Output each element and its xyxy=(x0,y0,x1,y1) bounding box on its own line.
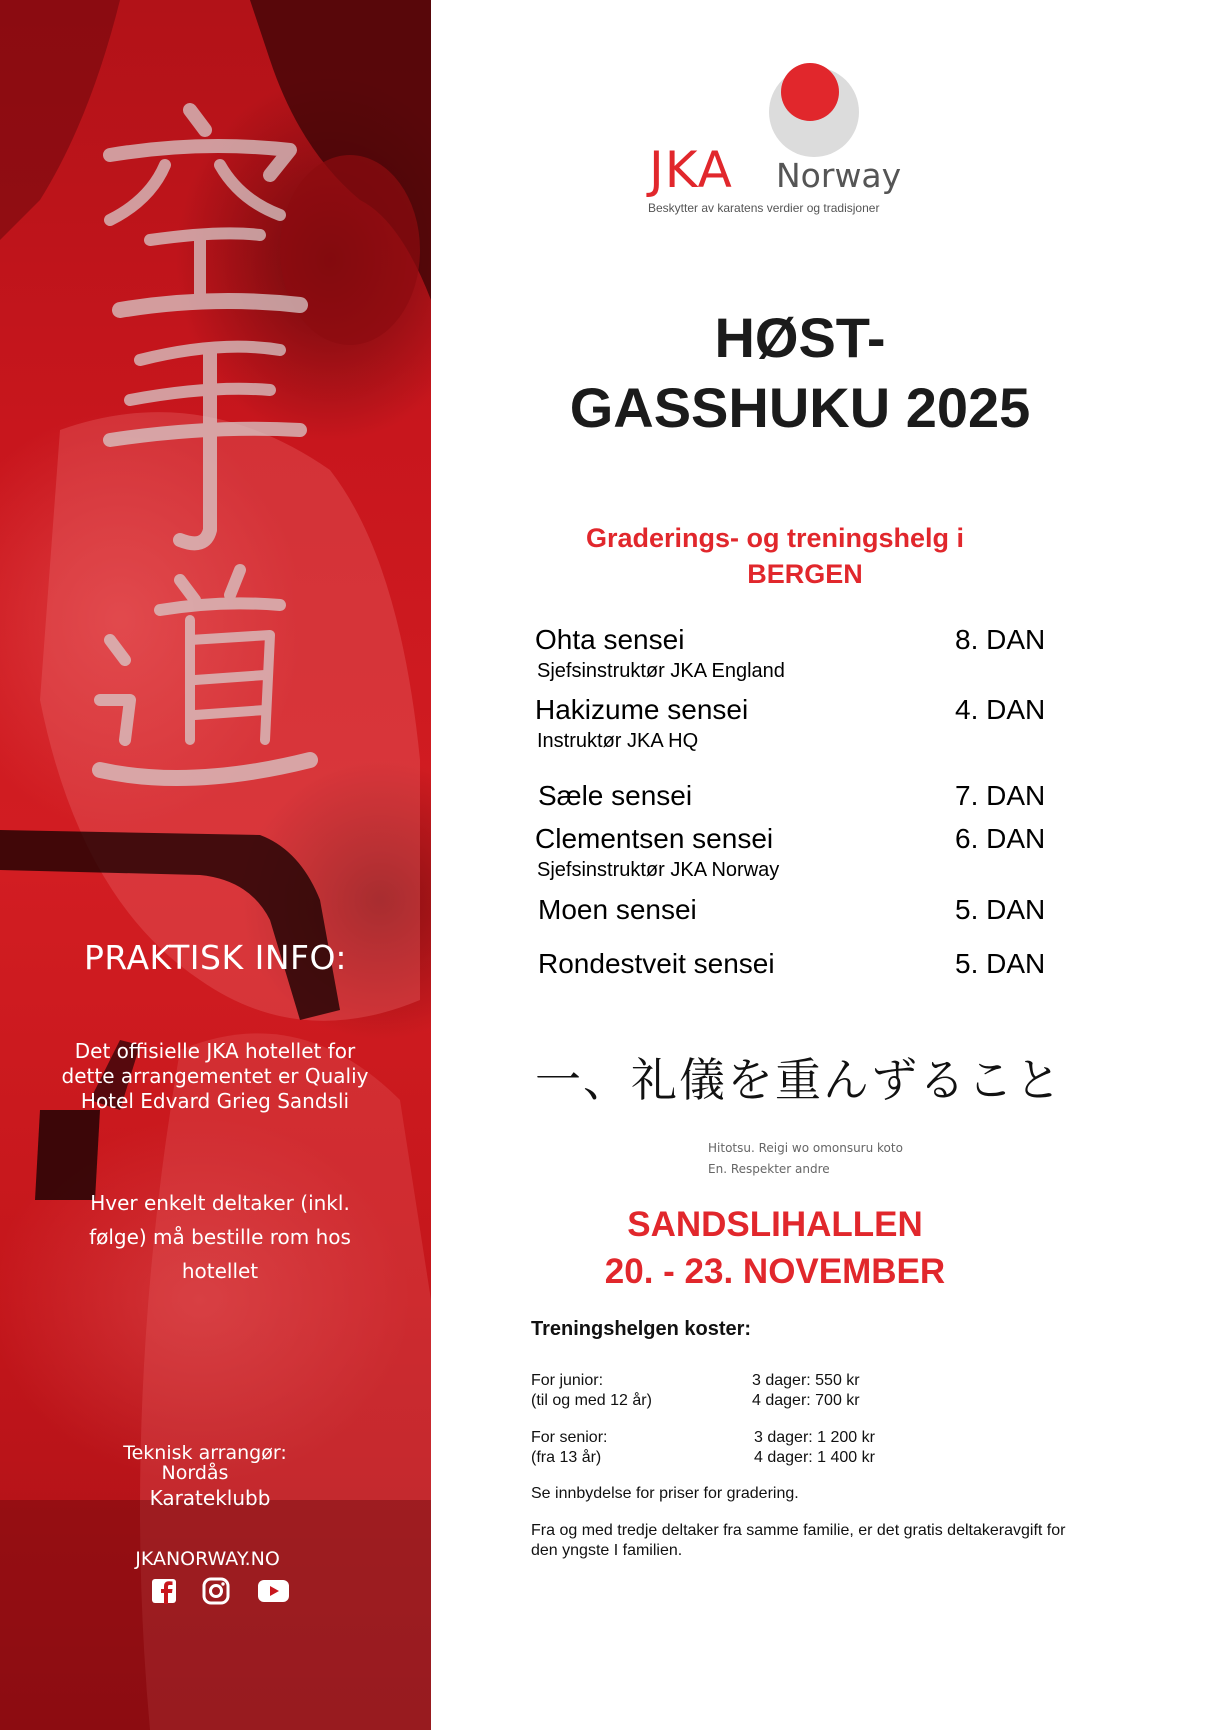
dojo-kun-norwegian: En. Respekter andre xyxy=(708,1162,830,1176)
senior-price-4days: 4 dager: 1 400 kr xyxy=(754,1449,875,1466)
instructor-name: Moen sensei xyxy=(538,894,697,925)
hotel-info-text: Det offisielle JKA hotellet for dette arrangementet er Qualiy Hotel Edvard Grieg Sandsli xyxy=(61,1039,369,1113)
senior-note: (fra 13 år) xyxy=(531,1449,602,1466)
karate-do-calligraphy xyxy=(70,100,330,800)
logo-jka-text: JKA xyxy=(649,141,733,199)
dojo-kun-romaji: Hitotsu. Reigi wo omonsuru koto xyxy=(708,1141,903,1155)
facebook-icon[interactable] xyxy=(151,1577,177,1605)
venue-and-dates xyxy=(590,1201,960,1295)
social-links xyxy=(151,1577,291,1607)
youtube-icon[interactable] xyxy=(257,1577,290,1605)
senior-price-3days: 3 dager: 1 200 kr xyxy=(754,1429,875,1446)
logo-tagline: Beskytter av karatens verdier og tradisjoner xyxy=(648,201,880,215)
instructor-name: Hakizume sensei xyxy=(535,694,749,725)
instructor-rank: 7. DAN xyxy=(955,780,1046,811)
dojo-kun-translation xyxy=(708,1138,903,1180)
instructor-rank: 8. DAN xyxy=(955,624,1046,655)
instructor-name: Rondestveit sensei xyxy=(538,948,775,979)
booking-info-text: Hver enkelt deltaker (inkl. følge) må bestille rom hos hotellet xyxy=(89,1191,351,1283)
grading-price-note: Se innbydelse for priser for gradering. xyxy=(531,1485,799,1502)
arranger-name-line2: Karateklubb xyxy=(149,1486,271,1510)
subtitle-city: BERGEN xyxy=(747,559,863,589)
rising-sun-icon xyxy=(766,60,866,160)
junior-price-3days: 3 dager: 550 kr xyxy=(752,1372,860,1389)
arranger-name-line1: Nordås xyxy=(161,1462,229,1484)
senior-label: For senior: xyxy=(531,1429,608,1446)
instructor-role: Instruktør JKA HQ xyxy=(537,730,699,752)
junior-label: For junior: xyxy=(531,1372,604,1389)
subtitle-line1: Graderings- og treningshelg i xyxy=(585,523,965,553)
left-banner xyxy=(0,0,431,1730)
instructor-role: Sjefsinstruktør JKA Norway xyxy=(537,859,780,881)
instructor-rank: 4. DAN xyxy=(955,694,1046,725)
family-discount-note: Fra og med tredje deltaker fra samme familie, er det gratis deltakeravgift for den yngste I familien. xyxy=(531,1522,1066,1559)
instructor-name: Sæle sensei xyxy=(538,780,693,811)
jka-norway-logo xyxy=(646,60,906,230)
arranger-label: Teknisk arrangør: xyxy=(123,1442,287,1464)
practical-info-heading: PRAKTISK INFO: xyxy=(83,938,348,977)
junior-price-4days: 4 dager: 700 kr xyxy=(752,1392,860,1409)
title-line2: GASSHUKU 2025 xyxy=(569,376,1031,439)
website-link[interactable]: JKANORWAY.NO xyxy=(135,1548,280,1570)
page-title xyxy=(480,303,1120,443)
instructor-name: Clementsen sensei xyxy=(535,823,774,854)
event-subtitle xyxy=(540,520,1010,592)
instructor-role: Sjefsinstruktør JKA England xyxy=(537,660,785,682)
event-dates: 20. - 23. NOVEMBER xyxy=(604,1252,946,1291)
pricing-heading: Treningshelgen koster: xyxy=(531,1318,752,1340)
instructor-rank: 5. DAN xyxy=(955,894,1046,925)
instructor-name: Ohta sensei xyxy=(535,624,685,655)
dojo-kun-japanese: 一、礼儀を重んずること xyxy=(535,1053,1063,1107)
title-line1: HØST- xyxy=(714,306,886,369)
venue-name: SANDSLIHALLEN xyxy=(627,1205,923,1244)
junior-note: (til og med 12 år) xyxy=(531,1392,652,1409)
instructor-rank: 6. DAN xyxy=(955,823,1046,854)
instructor-rank: 5. DAN xyxy=(955,948,1046,979)
logo-norway-text: Norway xyxy=(776,156,902,195)
instagram-icon[interactable] xyxy=(202,1577,230,1605)
